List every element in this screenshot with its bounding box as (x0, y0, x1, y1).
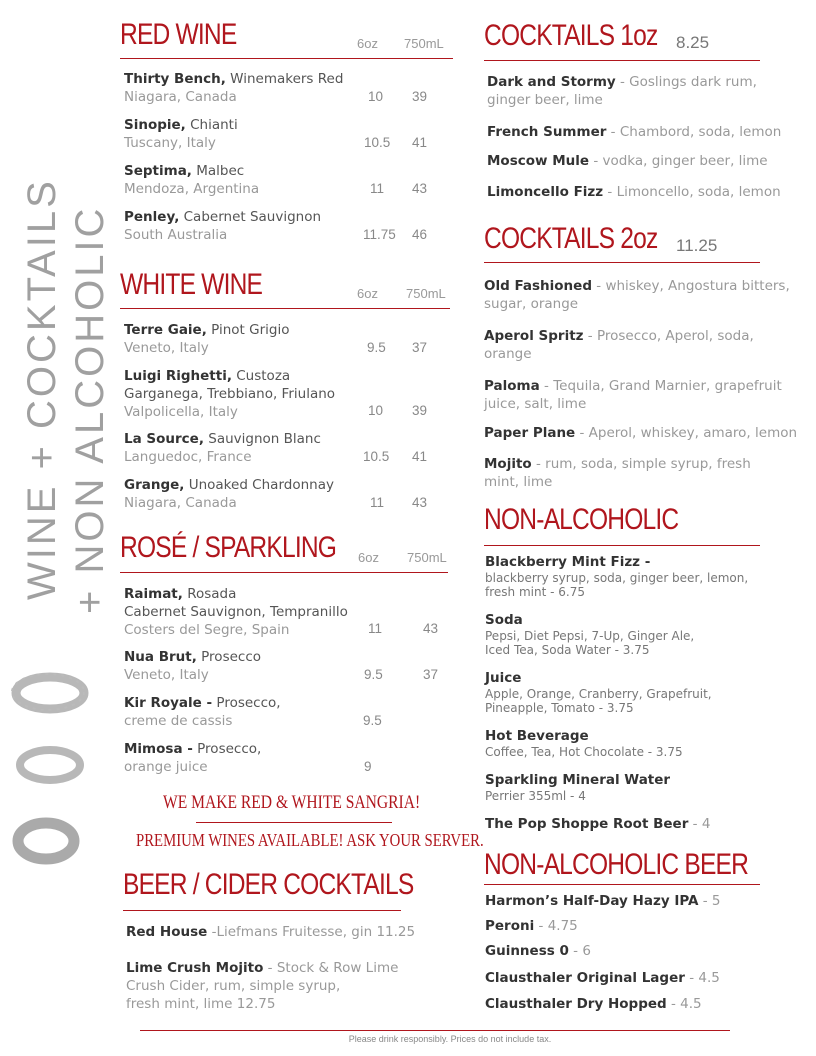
price-6oz: 9 (364, 759, 372, 774)
cocktail-item: Aperol Spritz - Prosecco, Aperol, soda, orange (484, 328, 754, 362)
cocktails-2oz-price: 11.25 (676, 236, 718, 255)
rose-sparkling-rule (120, 572, 448, 573)
price-6oz: 11 (368, 621, 383, 636)
wine-item: Terre Gaie, Pinot Grigio Veneto, Italy (124, 322, 290, 356)
beer-cider-rule (123, 910, 401, 911)
price-750ml: 37 (423, 667, 439, 682)
non-alcoholic-rule (484, 545, 760, 546)
sangria-note: WE MAKE RED & WHITE SANGRIA! (163, 792, 421, 813)
red-wine-title: RED WINE (120, 18, 237, 51)
price-750ml: 39 (412, 89, 428, 104)
price-6oz: 11 (370, 181, 385, 196)
na-beer-item: Guinness 0 - 6 (485, 943, 591, 959)
price-750ml: 37 (412, 340, 428, 355)
wine-item: Sinopie, Chianti Tuscany, Italy (124, 117, 238, 151)
wine-item: Thirty Bench, Winemakers Red Niagara, Canada (124, 71, 344, 105)
non-alcoholic-beer-title: NON-ALCOHOLIC BEER (484, 848, 749, 881)
premium-wines-note: PREMIUM WINES AVAILABLE! ASK YOUR SERVER. (136, 830, 484, 850)
cocktail-item: Old Fashioned - whiskey, Angostura bitters, sugar, orange (484, 278, 790, 312)
side-title-wine-cocktails: WINE + COCKTAILS (20, 178, 64, 600)
wine-item: Grange, Unoaked Chardonnay Niagara, Canada (124, 477, 334, 511)
na-beer-item: Clausthaler Original Lager - 4.5 (485, 970, 720, 986)
cocktail-item: French Summer - Chambord, soda, lemon (487, 124, 782, 140)
col-750ml: 750mL (407, 550, 447, 565)
wine-item: Raimat, Rosada Cabernet Sauvignon, Tempranillo Costers del Segre, Spain (124, 586, 348, 638)
beer-item: Lime Crush Mojito - Stock & Row Lime Crush Cider, rum, simple syrup, fresh mint, lime 12.75 (126, 960, 399, 1012)
price-750ml: 43 (423, 621, 439, 636)
side-title-non-alcoholic: + NON ALCOHOLIC (68, 205, 112, 614)
col-6oz: 6oz (358, 550, 379, 565)
col-750ml: 750mL (404, 36, 444, 51)
cocktails-1oz-rule (484, 60, 760, 61)
footer-rule (140, 1030, 730, 1031)
cocktails-1oz-title: COCKTAILS 1oz (484, 19, 658, 52)
na-beer-item: Clausthaler Dry Hopped - 4.5 (485, 996, 702, 1012)
cocktails-2oz-title: COCKTAILS 2oz (484, 222, 658, 255)
wine-item: Kir Royale - Prosecco, creme de cassis (124, 695, 281, 729)
na-item: Soda Pepsi, Diet Pepsi, 7-Up, Ginger Ale, Iced Tea, Soda Water - 3.75 (485, 612, 695, 657)
na-item: Juice Apple, Orange, Cranberry, Grapefruit, Pineapple, Tomato - 3.75 (485, 670, 712, 715)
na-item: The Pop Shoppe Root Beer - 4 (485, 816, 711, 832)
price-6oz: 9.5 (364, 667, 383, 682)
rose-sparkling-title: ROSÉ / SPARKLING (120, 531, 337, 564)
price-6oz: 10.5 (364, 135, 391, 150)
wine-item: Luigi Righetti, Custoza Garganega, Trebbiano, Friulano Valpolicella, Italy (124, 368, 336, 420)
cocktail-item: Paloma - Tequila, Grand Marnier, grapefruit juice, salt, lime (484, 378, 782, 412)
non-alcoholic-title: NON-ALCOHOLIC (484, 503, 679, 536)
price-6oz: 11.75 (363, 227, 396, 242)
non-alcoholic-beer-rule (484, 884, 760, 885)
price-6oz: 11 (370, 495, 385, 510)
na-item: Hot Beverage Coffee, Tea, Hot Chocolate - 3.75 (485, 728, 683, 759)
na-beer-item: Peroni - 4.75 (485, 918, 578, 934)
col-6oz: 6oz (357, 286, 378, 301)
cocktail-item: Dark and Stormy - Goslings dark rum, ginger beer, lime (487, 74, 757, 108)
wine-stain-icon (8, 668, 94, 718)
col-750ml: 750mL (406, 286, 446, 301)
price-6oz: 9.5 (363, 713, 382, 728)
cocktail-item: Mojito - rum, soda, simple syrup, fresh mint, lime (484, 456, 751, 490)
wine-item: Nua Brut, Prosecco Veneto, Italy (124, 649, 262, 683)
price-6oz: 9.5 (367, 340, 386, 355)
price-750ml: 39 (412, 403, 428, 418)
price-750ml: 41 (412, 449, 428, 464)
beer-cider-title: BEER / CIDER COCKTAILS (123, 868, 414, 901)
cocktails-1oz-price: 8.25 (676, 33, 710, 52)
red-wine-rule (120, 58, 453, 59)
price-6oz: 10 (368, 89, 384, 104)
col-6oz: 6oz (357, 36, 378, 51)
price-750ml: 46 (412, 227, 428, 242)
beer-item: Red House -Liefmans Fruitesse, gin 11.25 (126, 924, 416, 940)
price-750ml: 41 (412, 135, 428, 150)
wine-stain-icon (8, 814, 94, 868)
price-750ml: 43 (412, 181, 428, 196)
price-6oz: 10 (368, 403, 384, 418)
cocktail-item: Moscow Mule - vodka, ginger beer, lime (487, 153, 768, 169)
wine-item: La Source, Sauvignon Blanc Languedoc, France (124, 431, 321, 465)
na-item: Sparkling Mineral Water Perrier 355ml - 4 (485, 772, 671, 803)
cocktail-item: Limoncello Fizz - Limoncello, soda, lemon (487, 184, 781, 200)
white-wine-rule (120, 308, 450, 309)
footer-note: Please drink responsibly. Prices do not include tax. (348, 1034, 552, 1044)
wine-stain-icon (8, 740, 94, 790)
sangria-rule (196, 822, 392, 823)
white-wine-title: WHITE WINE (120, 268, 263, 301)
na-item: Blackberry Mint Fizz - blackberry syrup, soda, ginger beer, lemon, fresh mint - 6.75 (485, 554, 749, 599)
na-beer-item: Harmon’s Half-Day Hazy IPA - 5 (485, 893, 721, 909)
wine-item: Septima, Malbec Mendoza, Argentina (124, 163, 260, 197)
price-6oz: 10.5 (363, 449, 390, 464)
cocktails-2oz-rule (484, 262, 760, 263)
price-750ml: 43 (412, 495, 428, 510)
wine-item: Penley, Cabernet Sauvignon South Australia (124, 209, 322, 243)
wine-item: Mimosa - Prosecco, orange juice (124, 741, 262, 775)
cocktail-item: Paper Plane - Aperol, whiskey, amaro, lemon (484, 425, 798, 441)
